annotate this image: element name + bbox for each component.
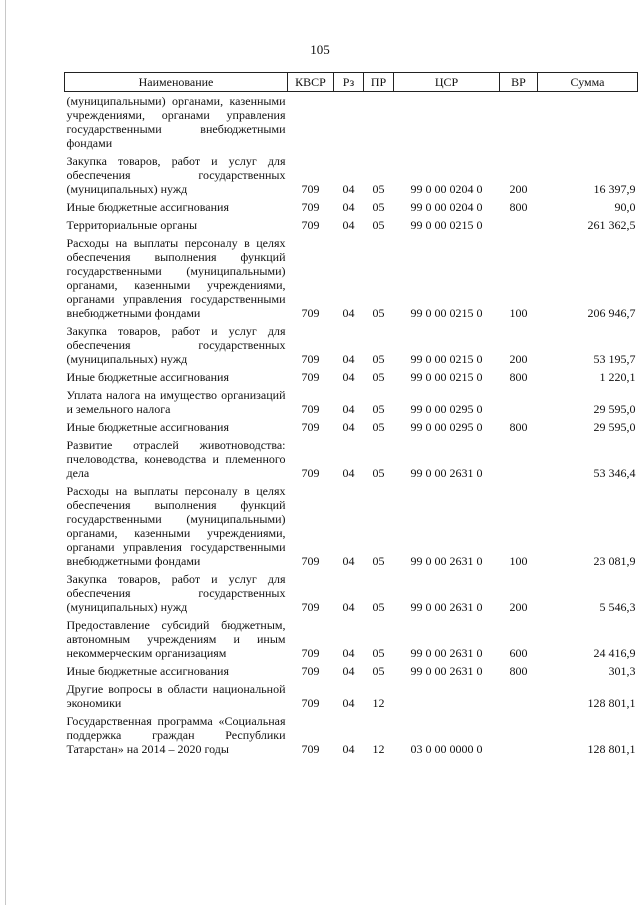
cell-sum: 90,0 xyxy=(614,200,636,214)
cell-kvsr: 709 xyxy=(301,200,320,214)
page-number: 105 xyxy=(310,42,330,57)
cell-sum: 128 801,1 xyxy=(587,696,636,710)
cell-pr: 05 xyxy=(372,182,385,196)
cell-kvsr: 709 xyxy=(301,370,320,384)
cell-vr: 200 xyxy=(509,600,528,614)
cell-pr: 05 xyxy=(372,420,385,434)
cell-pr: 05 xyxy=(372,200,385,214)
header-csr: ЦСР xyxy=(394,73,500,92)
table-row xyxy=(65,92,638,153)
cell-csr: 99 0 00 0215 0 xyxy=(410,370,483,384)
cell-rz: 04 xyxy=(342,352,355,366)
table-row xyxy=(65,482,638,570)
cell-vr xyxy=(500,436,538,482)
cell-sum: 206 946,7 xyxy=(587,306,636,320)
cell-vr: 200 xyxy=(509,182,528,196)
table-row xyxy=(65,386,638,418)
cell-pr: 05 xyxy=(372,466,385,480)
cell-name: Закупка товаров, работ и услуг для обеспечения государственных (муниципальных) нужд xyxy=(66,154,286,196)
cell-kvsr: 709 xyxy=(301,742,320,756)
cell-csr: 99 0 00 0215 0 xyxy=(410,218,483,232)
cell-rz: 04 xyxy=(342,466,355,480)
cell-csr: 99 0 00 2631 0 xyxy=(410,664,483,678)
cell-pr: 05 xyxy=(372,554,385,568)
table-row xyxy=(65,436,638,482)
cell-kvsr: 709 xyxy=(301,554,320,568)
cell-vr: 800 xyxy=(509,200,528,214)
cell-csr: 99 0 00 0295 0 xyxy=(410,402,483,416)
cell-rz: 04 xyxy=(342,554,355,568)
table-row xyxy=(65,418,638,436)
header-vr: ВР xyxy=(500,73,538,92)
cell-sum: 29 595,0 xyxy=(593,402,636,416)
cell-name: Иные бюджетные ассигнования xyxy=(66,420,229,434)
cell-csr: 99 0 00 0295 0 xyxy=(410,420,483,434)
cell-csr xyxy=(394,92,500,153)
budget-table xyxy=(64,72,638,758)
cell-rz: 04 xyxy=(342,370,355,384)
cell-kvsr: 709 xyxy=(301,664,320,678)
cell-name: Закупка товаров, работ и услуг для обеспечения государственных (муниципальных) нужд xyxy=(66,324,286,366)
cell-sum: 1 220,1 xyxy=(599,370,636,384)
table-row xyxy=(65,152,638,198)
cell-csr: 99 0 00 2631 0 xyxy=(410,646,483,660)
cell-sum: 29 595,0 xyxy=(593,420,636,434)
cell-name: Другие вопросы в области национальной экономики xyxy=(66,682,286,710)
cell-sum: 53 195,7 xyxy=(593,352,636,366)
cell-sum: 53 346,4 xyxy=(593,466,636,480)
cell-csr: 99 0 00 2631 0 xyxy=(410,554,483,568)
cell-kvsr: 709 xyxy=(301,182,320,196)
cell-name: Предоставление субсидий бюджетным, автономным учреждениям и иным некоммерческим организациям xyxy=(66,618,286,660)
table-row xyxy=(65,198,638,216)
cell-csr: 99 0 00 2631 0 xyxy=(410,600,483,614)
cell-name: Закупка товаров, работ и услуг для обеспечения государственных (муниципальных) нужд xyxy=(66,572,286,614)
cell-name: (муниципальными) органами, казенными учреждениями, органами управления государственными внебюджетными фондами xyxy=(66,94,286,150)
header-name: Наименование xyxy=(65,73,288,92)
cell-name: Уплата налога на имущество организаций и земельного налога xyxy=(66,388,286,416)
cell-csr xyxy=(394,680,500,712)
cell-pr: 05 xyxy=(372,370,385,384)
cell-name: Расходы на выплаты персоналу в целях обеспечения выполнения функций государственными (муниципальными) органами, казенными учреждениями, органами управления государственными внебюджетными фондами xyxy=(66,236,286,320)
table-row xyxy=(65,368,638,386)
cell-vr xyxy=(500,680,538,712)
cell-rz: 04 xyxy=(342,600,355,614)
cell-vr xyxy=(500,386,538,418)
cell-kvsr: 709 xyxy=(301,600,320,614)
table-row xyxy=(65,712,638,758)
cell-vr xyxy=(500,92,538,153)
table-row xyxy=(65,570,638,616)
cell-csr: 99 0 00 0215 0 xyxy=(410,352,483,366)
cell-pr: 05 xyxy=(372,402,385,416)
table-row xyxy=(65,234,638,322)
cell-sum: 24 416,9 xyxy=(593,646,636,660)
cell-rz: 04 xyxy=(342,742,355,756)
cell-kvsr: 709 xyxy=(301,646,320,660)
cell-pr xyxy=(364,92,394,153)
cell-kvsr: 709 xyxy=(301,218,320,232)
cell-rz: 04 xyxy=(342,182,355,196)
cell-csr: 99 0 00 0204 0 xyxy=(410,182,483,196)
table-header-row xyxy=(65,73,638,92)
cell-rz: 04 xyxy=(342,306,355,320)
cell-pr: 05 xyxy=(372,218,385,232)
cell-rz: 04 xyxy=(342,200,355,214)
binding-margin-line xyxy=(5,0,6,905)
cell-pr: 05 xyxy=(372,646,385,660)
cell-rz: 04 xyxy=(342,664,355,678)
table-row xyxy=(65,322,638,368)
cell-pr: 05 xyxy=(372,352,385,366)
cell-sum xyxy=(538,92,638,153)
cell-sum: 16 397,9 xyxy=(593,182,636,196)
cell-vr xyxy=(500,712,538,758)
cell-kvsr xyxy=(288,92,334,153)
cell-csr: 99 0 00 2631 0 xyxy=(410,466,483,480)
cell-sum: 128 801,1 xyxy=(587,742,636,756)
cell-csr: 03 0 00 0000 0 xyxy=(410,742,483,756)
cell-name: Расходы на выплаты персоналу в целях обеспечения выполнения функций государственными (муниципальными) органами, казенными учреждениями, органами управления государственными внебюджетными фондами xyxy=(66,484,286,568)
header-pr: ПР xyxy=(364,73,394,92)
cell-pr: 05 xyxy=(372,664,385,678)
cell-rz xyxy=(334,92,364,153)
cell-vr xyxy=(500,216,538,234)
cell-vr: 600 xyxy=(509,646,528,660)
cell-vr: 800 xyxy=(509,420,528,434)
cell-vr: 800 xyxy=(509,664,528,678)
header-rz: Рз xyxy=(334,73,364,92)
cell-name: Иные бюджетные ассигнования xyxy=(66,200,229,214)
cell-sum: 261 362,5 xyxy=(587,218,636,232)
cell-kvsr: 709 xyxy=(301,306,320,320)
cell-csr: 99 0 00 0204 0 xyxy=(410,200,483,214)
cell-pr: 05 xyxy=(372,306,385,320)
table-row xyxy=(65,662,638,680)
cell-vr: 100 xyxy=(509,306,528,320)
cell-name: Государственная программа «Социальная поддержка граждан Республики Татарстан» на 2014 – 2020 годы xyxy=(66,714,286,756)
cell-pr: 12 xyxy=(372,696,385,710)
header-sum: Сумма xyxy=(538,73,638,92)
cell-name: Иные бюджетные ассигнования xyxy=(66,664,229,678)
cell-kvsr: 709 xyxy=(301,466,320,480)
table-row xyxy=(65,216,638,234)
cell-sum: 5 546,3 xyxy=(599,600,636,614)
cell-kvsr: 709 xyxy=(301,696,320,710)
cell-rz: 04 xyxy=(342,696,355,710)
cell-name: Территориальные органы xyxy=(66,218,198,232)
cell-pr: 12 xyxy=(372,742,385,756)
cell-vr: 200 xyxy=(509,352,528,366)
cell-csr: 99 0 00 0215 0 xyxy=(410,306,483,320)
cell-pr: 05 xyxy=(372,600,385,614)
cell-sum: 301,3 xyxy=(608,664,636,678)
cell-name: Иные бюджетные ассигнования xyxy=(66,370,229,384)
cell-vr: 100 xyxy=(509,554,528,568)
cell-sum: 23 081,9 xyxy=(593,554,636,568)
cell-vr: 800 xyxy=(509,370,528,384)
cell-kvsr: 709 xyxy=(301,402,320,416)
cell-kvsr: 709 xyxy=(301,352,320,366)
cell-rz: 04 xyxy=(342,218,355,232)
cell-rz: 04 xyxy=(342,420,355,434)
table-row xyxy=(65,680,638,712)
header-kvsr: КВСР xyxy=(288,73,334,92)
table-row xyxy=(65,616,638,662)
cell-rz: 04 xyxy=(342,646,355,660)
cell-kvsr: 709 xyxy=(301,420,320,434)
cell-rz: 04 xyxy=(342,402,355,416)
cell-name: Развитие отраслей животноводства: пчеловодства, коневодства и племенного дела xyxy=(66,438,286,480)
